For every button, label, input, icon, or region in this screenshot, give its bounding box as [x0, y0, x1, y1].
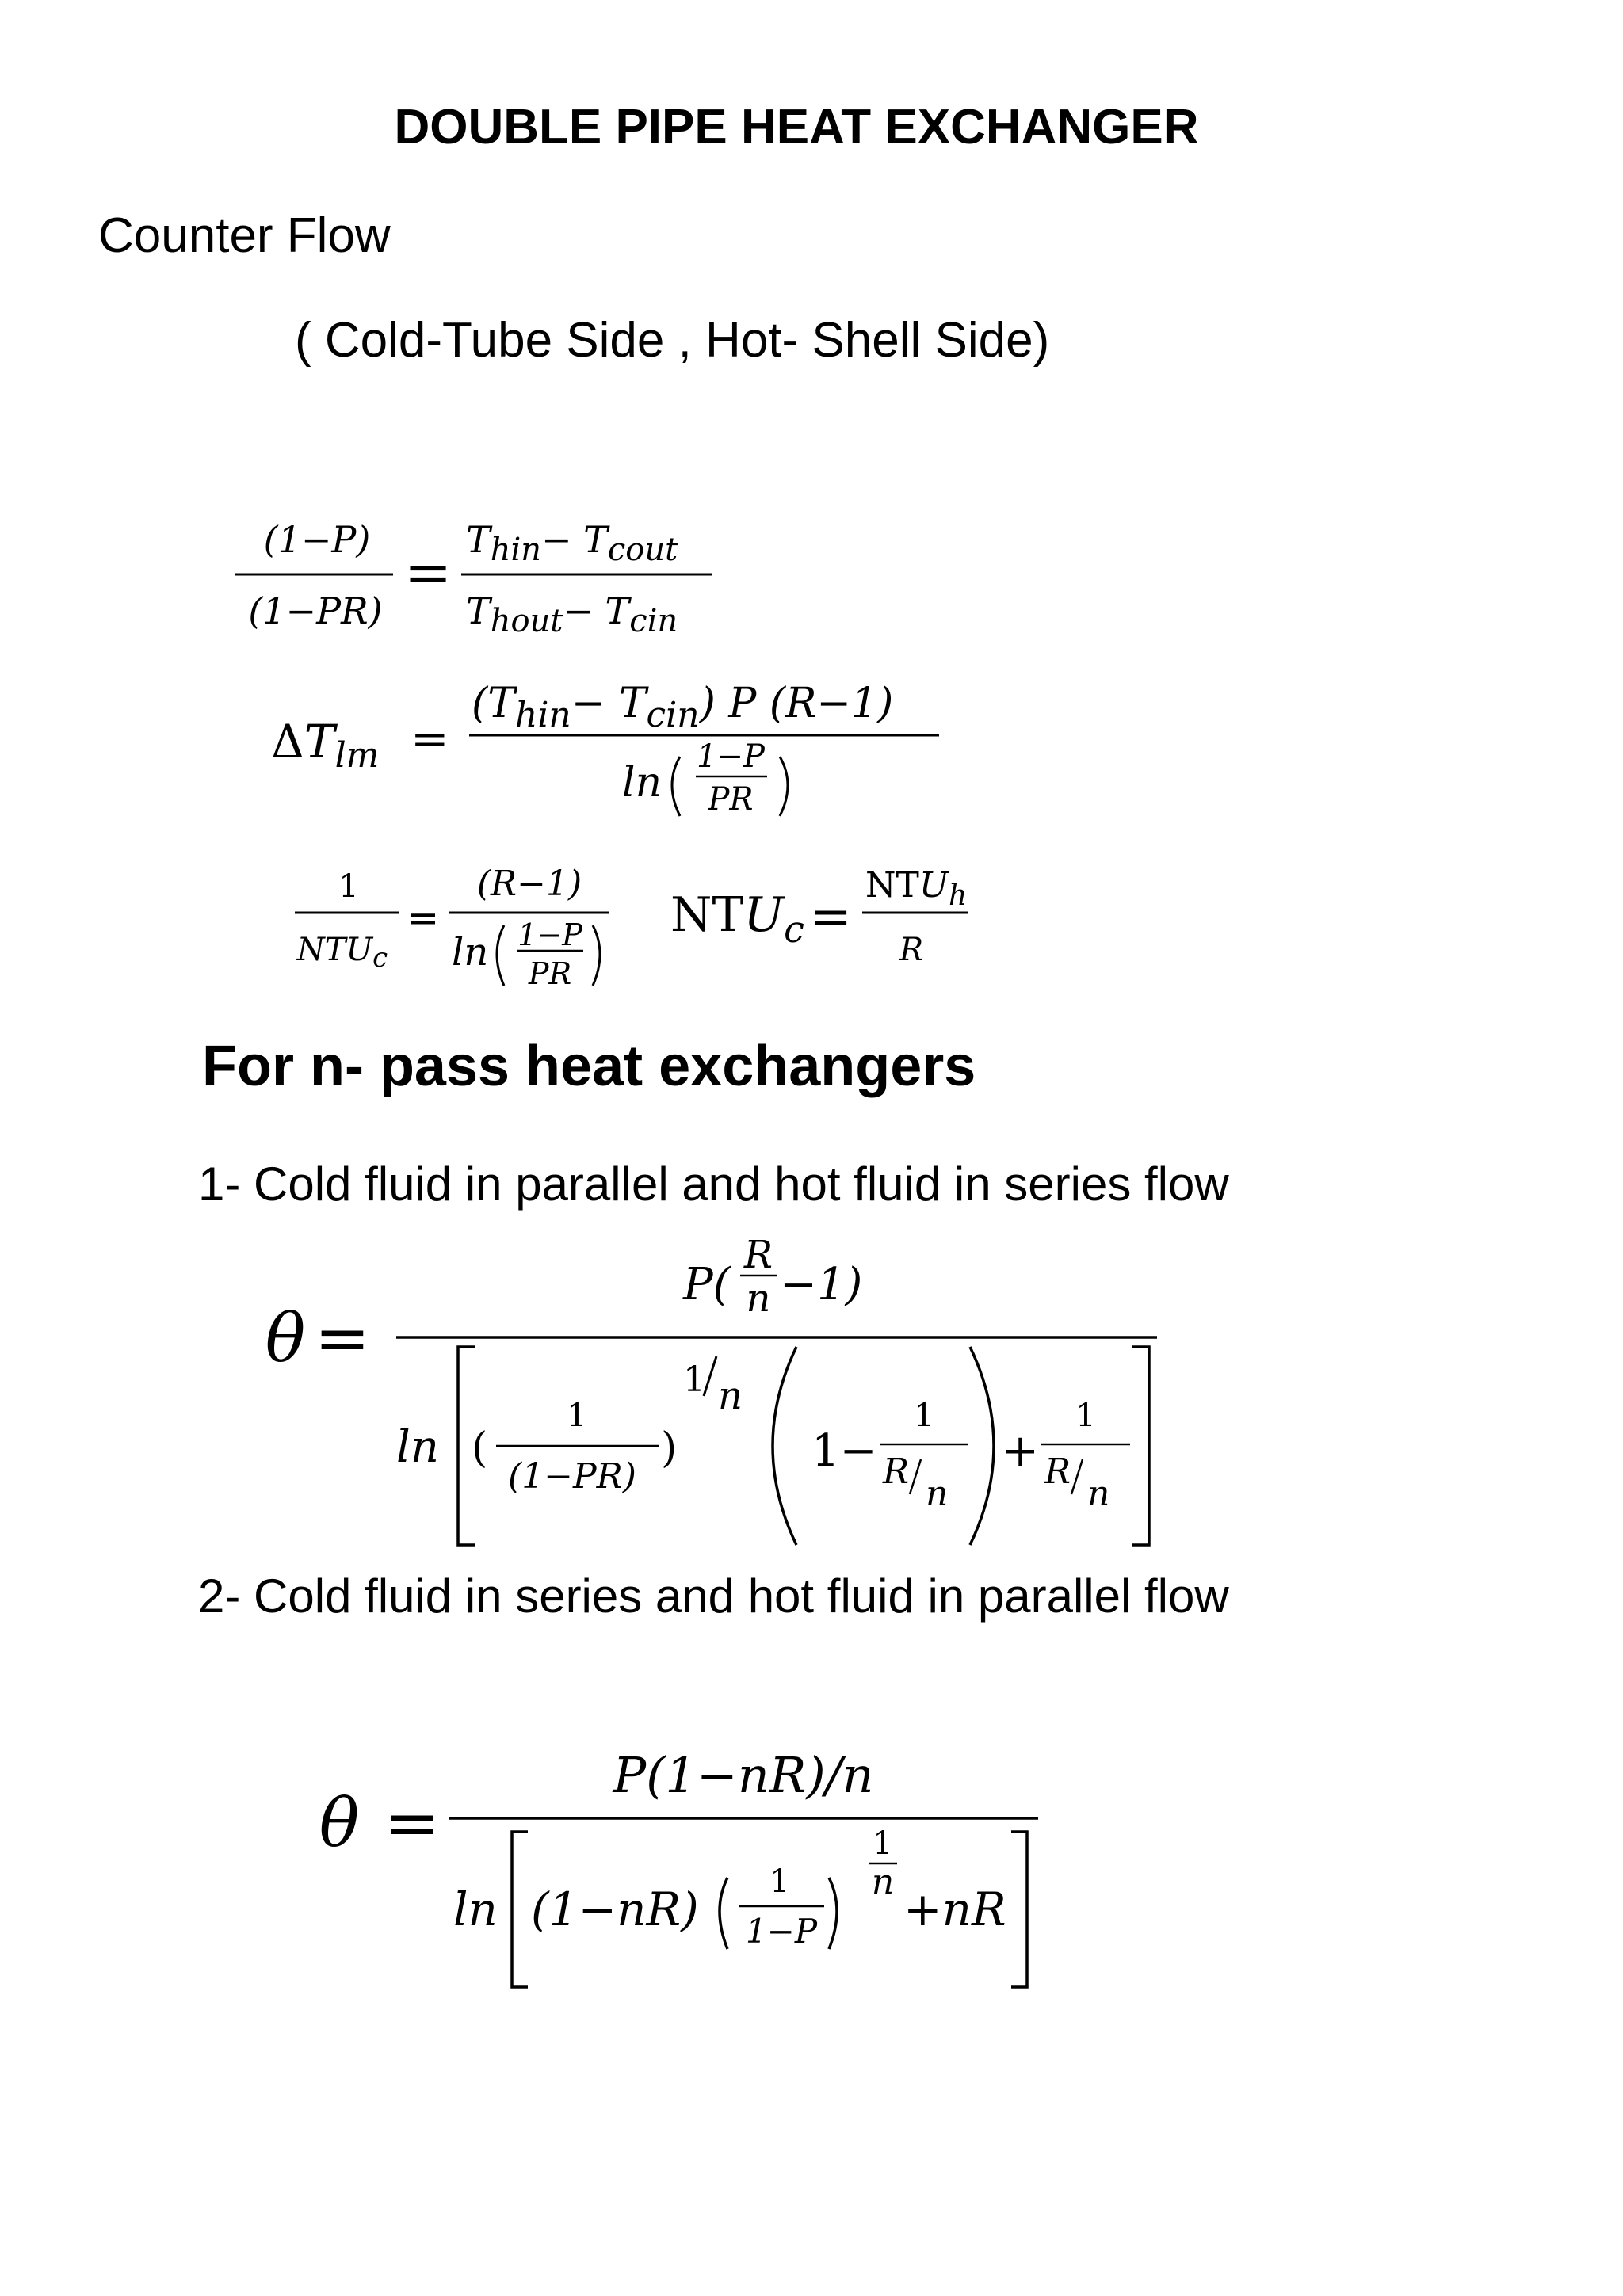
svg-text:Thin− Tcout: Thin− Tcout [466, 518, 678, 568]
svg-text:−1): −1) [780, 1259, 863, 1310]
case-2-label: 2- Cold fluid in series and hot fluid in parallel flow [198, 1569, 1229, 1623]
svg-text:(Thin− Tcin) P (R−1): $(T_{hin}- T_{cin})$ P (R−1) [472, 680, 894, 735]
flow-arrangement-label: Counter Flow [98, 208, 391, 263]
svg-text:n: n [718, 1374, 743, 1418]
svg-text:1: 1 [769, 1863, 790, 1900]
svg-text:ln: ln [622, 759, 663, 807]
svg-text:1: 1 [914, 1398, 934, 1434]
svg-text:=: = [809, 887, 852, 946]
svg-text:=: = [407, 896, 440, 940]
equation-theta-case-1 [265, 1233, 1157, 1545]
svg-text:(R−1): (R−1) [476, 864, 582, 904]
svg-text:ln: ln [453, 1882, 498, 1936]
svg-text:1−P: 1−P [745, 1912, 818, 1951]
svg-text:+nR: +nR [903, 1882, 1006, 1936]
svg-text:ΔTlm: $\Delta T_{lm}$ [271, 715, 380, 776]
equation-theta-case-2 [319, 1746, 1038, 1987]
svg-text:n: n [1087, 1474, 1110, 1514]
svg-text:R: R [743, 1233, 773, 1277]
svg-text:(1−nR): (1−nR) [531, 1882, 699, 1936]
svg-text:n: n [871, 1862, 895, 1902]
svg-text:n: n [746, 1276, 771, 1321]
svg-text:PR: PR [708, 781, 754, 818]
svg-text:R: R [899, 932, 924, 968]
svg-text:Thout− Tcin: Thout− Tcin [466, 589, 678, 639]
svg-text:P(1−nR)/n: P(1−nR)/n [613, 1746, 874, 1804]
document-title: DOUBLE PIPE HEAT EXCHANGER [394, 100, 1199, 154]
svg-text:=: = [314, 1299, 371, 1377]
svg-text:NTUh: $NTU_h$ [865, 865, 968, 912]
svg-text:=: = [384, 1784, 441, 1862]
svg-text:n: n [926, 1474, 949, 1514]
svg-text:θ: θ [265, 1299, 306, 1377]
svg-text:ln: ln [396, 1421, 439, 1473]
svg-text:=: = [411, 711, 449, 765]
svg-text:R: R [1044, 1451, 1071, 1492]
svg-text:1−P: 1−P [517, 917, 582, 952]
svg-text:(1−PR): (1−PR) [508, 1456, 636, 1497]
svg-text:1: 1 [683, 1360, 705, 1400]
svg-text:(: ( [472, 1425, 488, 1472]
section-heading: For n- pass heat exchangers [202, 1035, 976, 1098]
svg-text:(1−P): (1−P) [263, 518, 371, 561]
svg-text:1: 1 [873, 1825, 893, 1862]
svg-text:NTUc: $NTU_c$ [296, 932, 388, 974]
svg-text:R: R [883, 1451, 910, 1492]
case-1-label: 1- Cold fluid in parallel and hot fluid in series flow [198, 1158, 1229, 1211]
svg-text:1−: 1− [812, 1425, 877, 1477]
equation-ntu-relation [670, 865, 968, 968]
svg-text:θ: θ [319, 1784, 360, 1862]
svg-text:+: + [1002, 1425, 1039, 1477]
svg-text:P(: P( [683, 1259, 731, 1310]
svg-text:=: = [403, 539, 453, 605]
svg-text:(1−PR): (1−PR) [248, 589, 383, 632]
equation-ntu-c [295, 864, 609, 991]
svg-text:1: 1 [567, 1398, 587, 1434]
svg-text:1: 1 [1075, 1398, 1096, 1434]
svg-text:ln: ln [452, 930, 489, 974]
equation-lmtd [271, 680, 939, 818]
svg-text:1−P: 1−P [697, 738, 765, 775]
svg-text:PR: PR [528, 956, 572, 991]
svg-text:1: 1 [338, 868, 359, 905]
fluid-sides-note: ( Cold-Tube Side , Hot- Shell Side) [295, 313, 1050, 368]
svg-text:): ) [661, 1425, 678, 1472]
equation-p-ratio [235, 518, 712, 639]
svg-text:NTUc: $NTU_c$ [670, 887, 804, 951]
